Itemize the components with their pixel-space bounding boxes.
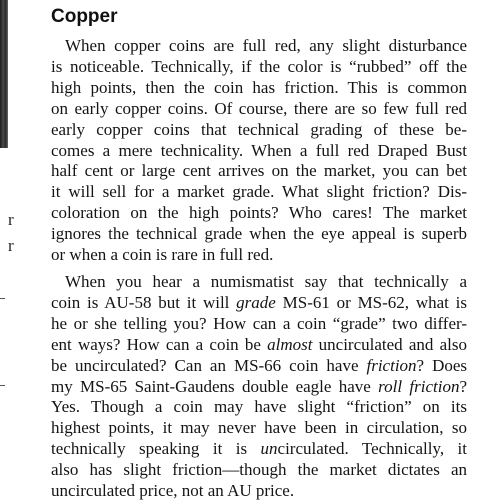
italic-term: almost (267, 334, 313, 354)
margin-mark (0, 298, 5, 299)
italic-term: roll friction (378, 376, 460, 396)
text-line: is noticeable. Technically, if the color is “rubbed” off the (51, 56, 467, 76)
text-line: early copper coins that technical grading of these be- (51, 119, 467, 139)
text-line: or when a coin is rare in full red. (51, 245, 274, 265)
text-line: also has slight friction—though the market dictates an (51, 460, 467, 480)
coin-photo-edge (0, 0, 8, 148)
text-line: When you hear a numismatist say that technically a (65, 272, 467, 291)
text-line: he or she telling you? How can a coin “grade” two differ- (51, 313, 467, 333)
text-line: technically speaking it is uncirculated. Technically, it (51, 439, 467, 459)
text-line: comes a mere technicality. When a full red Draped Bust (51, 140, 467, 160)
text-line: Yes. Though a coin may have slight “friction” on its (51, 397, 467, 417)
text-line: high points, then the coin has friction. This is common (51, 77, 467, 97)
text-line: it will sell for a market grade. What slight friction? Dis- (51, 182, 467, 202)
text-line: ignores the technical grade when the eye appeal is superb (51, 224, 467, 244)
left-margin (0, 0, 28, 499)
paragraph-1 (51, 36, 467, 266)
text-line: uncirculated price, not an AU price. (51, 481, 295, 501)
text-line: highest points, it may never have been in circulation, so (51, 418, 467, 438)
text-line: on early copper coins. Of course, there are so few full red (51, 98, 467, 118)
text-line: ent ways? How can a coin be almost uncirculated and also (51, 334, 467, 354)
text-line: be uncirculated? Can an MS-66 coin have friction? Does (51, 355, 468, 375)
text-line: my MS-65 Saint-Gaudens double eagle have roll friction? (51, 376, 467, 396)
paragraph-2 (51, 272, 467, 502)
text-line: coloration on the high points? Who cares! The market (51, 203, 467, 223)
margin-mark (0, 385, 5, 386)
italic-term: grade (236, 292, 276, 312)
text-line: half cent or large cent arrives on the market, you can bet (51, 161, 467, 181)
section-heading: Copper (51, 6, 118, 27)
margin-fragment: r (8, 236, 14, 255)
margin-fragment: r (8, 210, 14, 229)
italic-term: un (260, 439, 278, 459)
italic-term: friction (366, 355, 417, 375)
text-line: When copper coins are full red, any slight disturbance (65, 36, 467, 55)
text-line: coin is AU-58 but it will grade MS-61 or MS-62, what is (51, 292, 467, 312)
